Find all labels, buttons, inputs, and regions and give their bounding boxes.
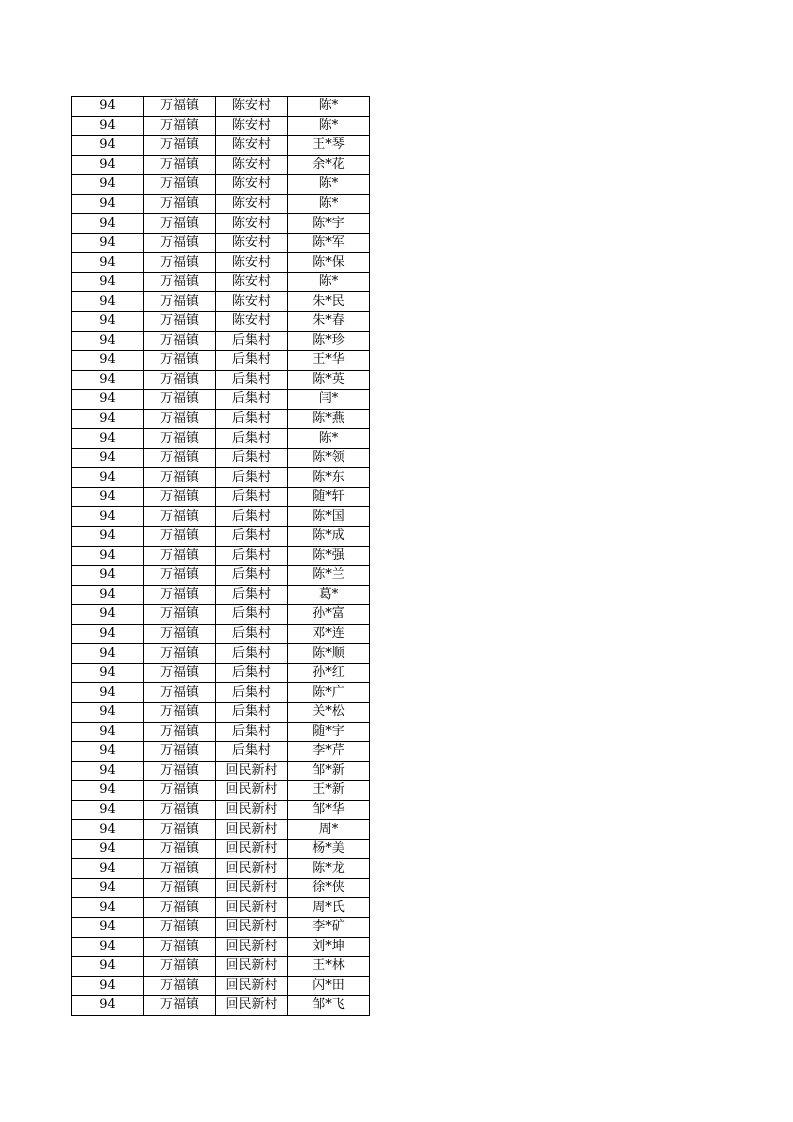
table-row xyxy=(72,878,370,898)
village-cell: 后集村 xyxy=(216,390,288,410)
table-row xyxy=(72,487,370,507)
village-cell: 陈安村 xyxy=(216,175,288,195)
town-cell: 万福镇 xyxy=(144,937,216,957)
number-cell: 94 xyxy=(72,663,144,683)
town-cell: 万福镇 xyxy=(144,839,216,859)
table-row xyxy=(72,859,370,879)
table-row xyxy=(72,605,370,625)
town-cell: 万福镇 xyxy=(144,878,216,898)
name-cell: 王*新 xyxy=(288,781,370,801)
name-cell: 朱*春 xyxy=(288,312,370,332)
town-cell: 万福镇 xyxy=(144,116,216,136)
table-body xyxy=(72,97,370,1016)
village-cell: 陈安村 xyxy=(216,292,288,312)
town-cell: 万福镇 xyxy=(144,761,216,781)
town-cell: 万福镇 xyxy=(144,272,216,292)
name-cell: 陈*保 xyxy=(288,253,370,273)
town-cell: 万福镇 xyxy=(144,898,216,918)
village-cell: 后集村 xyxy=(216,370,288,390)
village-cell: 后集村 xyxy=(216,742,288,762)
name-cell: 陈*燕 xyxy=(288,409,370,429)
table-row xyxy=(72,742,370,762)
number-cell: 94 xyxy=(72,839,144,859)
table-row xyxy=(72,624,370,644)
name-cell: 李*芹 xyxy=(288,742,370,762)
village-cell: 后集村 xyxy=(216,663,288,683)
number-cell: 94 xyxy=(72,937,144,957)
town-cell: 万福镇 xyxy=(144,781,216,801)
name-cell: 李*矿 xyxy=(288,917,370,937)
number-cell: 94 xyxy=(72,800,144,820)
village-cell: 陈安村 xyxy=(216,214,288,234)
number-cell: 94 xyxy=(72,898,144,918)
village-cell: 后集村 xyxy=(216,683,288,703)
table-row xyxy=(72,585,370,605)
town-cell: 万福镇 xyxy=(144,233,216,253)
town-cell: 万福镇 xyxy=(144,683,216,703)
village-cell: 陈安村 xyxy=(216,116,288,136)
name-cell: 陈* xyxy=(288,175,370,195)
name-cell: 孙*红 xyxy=(288,663,370,683)
table-row xyxy=(72,957,370,977)
town-cell: 万福镇 xyxy=(144,624,216,644)
number-cell: 94 xyxy=(72,917,144,937)
name-cell: 陈*兰 xyxy=(288,566,370,586)
number-cell: 94 xyxy=(72,761,144,781)
name-cell: 陈*龙 xyxy=(288,859,370,879)
number-cell: 94 xyxy=(72,253,144,273)
town-cell: 万福镇 xyxy=(144,507,216,527)
name-cell: 陈* xyxy=(288,429,370,449)
name-cell: 关*松 xyxy=(288,702,370,722)
village-cell: 后集村 xyxy=(216,624,288,644)
town-cell: 万福镇 xyxy=(144,155,216,175)
name-cell: 杨*美 xyxy=(288,839,370,859)
town-cell: 万福镇 xyxy=(144,917,216,937)
name-cell: 陈*英 xyxy=(288,370,370,390)
village-cell: 后集村 xyxy=(216,722,288,742)
table-row xyxy=(72,390,370,410)
village-cell: 回民新村 xyxy=(216,996,288,1016)
name-cell: 陈*强 xyxy=(288,546,370,566)
table-row xyxy=(72,214,370,234)
name-cell: 周* xyxy=(288,820,370,840)
name-cell: 朱*民 xyxy=(288,292,370,312)
village-cell: 陈安村 xyxy=(216,233,288,253)
number-cell: 94 xyxy=(72,566,144,586)
village-cell: 回民新村 xyxy=(216,781,288,801)
name-cell: 邹*飞 xyxy=(288,996,370,1016)
town-cell: 万福镇 xyxy=(144,976,216,996)
village-cell: 回民新村 xyxy=(216,937,288,957)
town-cell: 万福镇 xyxy=(144,605,216,625)
number-cell: 94 xyxy=(72,585,144,605)
table-row xyxy=(72,996,370,1016)
village-cell: 陈安村 xyxy=(216,155,288,175)
number-cell: 94 xyxy=(72,97,144,117)
village-cell: 后集村 xyxy=(216,448,288,468)
village-cell: 后集村 xyxy=(216,409,288,429)
number-cell: 94 xyxy=(72,429,144,449)
village-cell: 陈安村 xyxy=(216,272,288,292)
table-row xyxy=(72,253,370,273)
table-row xyxy=(72,566,370,586)
number-cell: 94 xyxy=(72,214,144,234)
number-cell: 94 xyxy=(72,624,144,644)
table-row xyxy=(72,429,370,449)
name-cell: 刘*坤 xyxy=(288,937,370,957)
name-cell: 邓*连 xyxy=(288,624,370,644)
town-cell: 万福镇 xyxy=(144,97,216,117)
table-row xyxy=(72,507,370,527)
village-cell: 回民新村 xyxy=(216,976,288,996)
town-cell: 万福镇 xyxy=(144,253,216,273)
village-cell: 后集村 xyxy=(216,527,288,547)
town-cell: 万福镇 xyxy=(144,331,216,351)
number-cell: 94 xyxy=(72,507,144,527)
table-row xyxy=(72,800,370,820)
village-cell: 后集村 xyxy=(216,351,288,371)
table-row xyxy=(72,116,370,136)
number-cell: 94 xyxy=(72,644,144,664)
village-cell: 后集村 xyxy=(216,546,288,566)
table-row xyxy=(72,527,370,547)
number-cell: 94 xyxy=(72,409,144,429)
number-cell: 94 xyxy=(72,272,144,292)
number-cell: 94 xyxy=(72,233,144,253)
table-row xyxy=(72,194,370,214)
name-cell: 陈* xyxy=(288,97,370,117)
name-cell: 陈*顺 xyxy=(288,644,370,664)
name-cell: 孙*富 xyxy=(288,605,370,625)
number-cell: 94 xyxy=(72,292,144,312)
table-row xyxy=(72,468,370,488)
name-cell: 王*琴 xyxy=(288,136,370,156)
town-cell: 万福镇 xyxy=(144,390,216,410)
number-cell: 94 xyxy=(72,331,144,351)
number-cell: 94 xyxy=(72,370,144,390)
town-cell: 万福镇 xyxy=(144,800,216,820)
town-cell: 万福镇 xyxy=(144,996,216,1016)
name-cell: 随*宇 xyxy=(288,722,370,742)
table-row xyxy=(72,546,370,566)
town-cell: 万福镇 xyxy=(144,820,216,840)
number-cell: 94 xyxy=(72,859,144,879)
village-cell: 后集村 xyxy=(216,644,288,664)
number-cell: 94 xyxy=(72,351,144,371)
village-cell: 后集村 xyxy=(216,331,288,351)
name-cell: 陈* xyxy=(288,116,370,136)
village-cell: 后集村 xyxy=(216,468,288,488)
town-cell: 万福镇 xyxy=(144,194,216,214)
name-cell: 周*氏 xyxy=(288,898,370,918)
town-cell: 万福镇 xyxy=(144,585,216,605)
town-cell: 万福镇 xyxy=(144,214,216,234)
name-cell: 陈* xyxy=(288,194,370,214)
table-row xyxy=(72,331,370,351)
town-cell: 万福镇 xyxy=(144,644,216,664)
name-cell: 随*轩 xyxy=(288,487,370,507)
table-row xyxy=(72,781,370,801)
name-cell: 陈*国 xyxy=(288,507,370,527)
number-cell: 94 xyxy=(72,878,144,898)
number-cell: 94 xyxy=(72,155,144,175)
table-row xyxy=(72,97,370,117)
village-cell: 回民新村 xyxy=(216,761,288,781)
town-cell: 万福镇 xyxy=(144,312,216,332)
table-row xyxy=(72,448,370,468)
village-cell: 回民新村 xyxy=(216,859,288,879)
number-cell: 94 xyxy=(72,136,144,156)
village-cell: 陈安村 xyxy=(216,253,288,273)
town-cell: 万福镇 xyxy=(144,546,216,566)
name-cell: 陈*成 xyxy=(288,527,370,547)
table-row xyxy=(72,722,370,742)
table-row xyxy=(72,820,370,840)
table-row xyxy=(72,312,370,332)
village-cell: 陈安村 xyxy=(216,312,288,332)
town-cell: 万福镇 xyxy=(144,702,216,722)
name-cell: 王*华 xyxy=(288,351,370,371)
table-row xyxy=(72,644,370,664)
name-cell: 邹*新 xyxy=(288,761,370,781)
village-cell: 后集村 xyxy=(216,702,288,722)
town-cell: 万福镇 xyxy=(144,663,216,683)
village-cell: 回民新村 xyxy=(216,898,288,918)
table-row xyxy=(72,917,370,937)
number-cell: 94 xyxy=(72,957,144,977)
table-row xyxy=(72,976,370,996)
village-cell: 后集村 xyxy=(216,585,288,605)
table-row xyxy=(72,155,370,175)
town-cell: 万福镇 xyxy=(144,175,216,195)
name-cell: 陈*广 xyxy=(288,683,370,703)
table-row xyxy=(72,370,370,390)
village-cell: 回民新村 xyxy=(216,839,288,859)
town-cell: 万福镇 xyxy=(144,527,216,547)
number-cell: 94 xyxy=(72,448,144,468)
village-cell: 回民新村 xyxy=(216,878,288,898)
name-cell: 陈*领 xyxy=(288,448,370,468)
name-cell: 陈*宇 xyxy=(288,214,370,234)
table-row xyxy=(72,898,370,918)
name-cell: 徐*侠 xyxy=(288,878,370,898)
table-row xyxy=(72,233,370,253)
village-cell: 后集村 xyxy=(216,487,288,507)
table-row xyxy=(72,136,370,156)
town-cell: 万福镇 xyxy=(144,409,216,429)
town-cell: 万福镇 xyxy=(144,722,216,742)
village-cell: 回民新村 xyxy=(216,917,288,937)
name-cell: 陈*珍 xyxy=(288,331,370,351)
number-cell: 94 xyxy=(72,781,144,801)
table-row xyxy=(72,409,370,429)
table-row xyxy=(72,702,370,722)
table-row xyxy=(72,292,370,312)
town-cell: 万福镇 xyxy=(144,566,216,586)
village-cell: 后集村 xyxy=(216,429,288,449)
number-cell: 94 xyxy=(72,194,144,214)
number-cell: 94 xyxy=(72,312,144,332)
number-cell: 94 xyxy=(72,702,144,722)
name-cell: 王*林 xyxy=(288,957,370,977)
number-cell: 94 xyxy=(72,390,144,410)
village-cell: 回民新村 xyxy=(216,800,288,820)
town-cell: 万福镇 xyxy=(144,351,216,371)
number-cell: 94 xyxy=(72,468,144,488)
data-table xyxy=(71,96,370,1016)
number-cell: 94 xyxy=(72,722,144,742)
town-cell: 万福镇 xyxy=(144,487,216,507)
number-cell: 94 xyxy=(72,976,144,996)
village-cell: 回民新村 xyxy=(216,957,288,977)
village-cell: 陈安村 xyxy=(216,136,288,156)
number-cell: 94 xyxy=(72,175,144,195)
town-cell: 万福镇 xyxy=(144,468,216,488)
name-cell: 闫* xyxy=(288,390,370,410)
number-cell: 94 xyxy=(72,116,144,136)
village-cell: 回民新村 xyxy=(216,820,288,840)
table-row xyxy=(72,663,370,683)
number-cell: 94 xyxy=(72,742,144,762)
number-cell: 94 xyxy=(72,996,144,1016)
table-row xyxy=(72,175,370,195)
town-cell: 万福镇 xyxy=(144,136,216,156)
town-cell: 万福镇 xyxy=(144,448,216,468)
table-row xyxy=(72,272,370,292)
number-cell: 94 xyxy=(72,605,144,625)
village-cell: 后集村 xyxy=(216,566,288,586)
table-row xyxy=(72,937,370,957)
village-cell: 陈安村 xyxy=(216,97,288,117)
village-cell: 陈安村 xyxy=(216,194,288,214)
name-cell: 陈* xyxy=(288,272,370,292)
name-cell: 余*花 xyxy=(288,155,370,175)
table-row xyxy=(72,683,370,703)
town-cell: 万福镇 xyxy=(144,370,216,390)
town-cell: 万福镇 xyxy=(144,292,216,312)
number-cell: 94 xyxy=(72,683,144,703)
number-cell: 94 xyxy=(72,820,144,840)
name-cell: 邹*华 xyxy=(288,800,370,820)
town-cell: 万福镇 xyxy=(144,859,216,879)
village-cell: 后集村 xyxy=(216,507,288,527)
table-row xyxy=(72,839,370,859)
number-cell: 94 xyxy=(72,546,144,566)
town-cell: 万福镇 xyxy=(144,957,216,977)
name-cell: 葛* xyxy=(288,585,370,605)
number-cell: 94 xyxy=(72,487,144,507)
table-row xyxy=(72,761,370,781)
table-row xyxy=(72,351,370,371)
town-cell: 万福镇 xyxy=(144,429,216,449)
name-cell: 闪*田 xyxy=(288,976,370,996)
name-cell: 陈*东 xyxy=(288,468,370,488)
name-cell: 陈*军 xyxy=(288,233,370,253)
village-cell: 后集村 xyxy=(216,605,288,625)
town-cell: 万福镇 xyxy=(144,742,216,762)
number-cell: 94 xyxy=(72,527,144,547)
